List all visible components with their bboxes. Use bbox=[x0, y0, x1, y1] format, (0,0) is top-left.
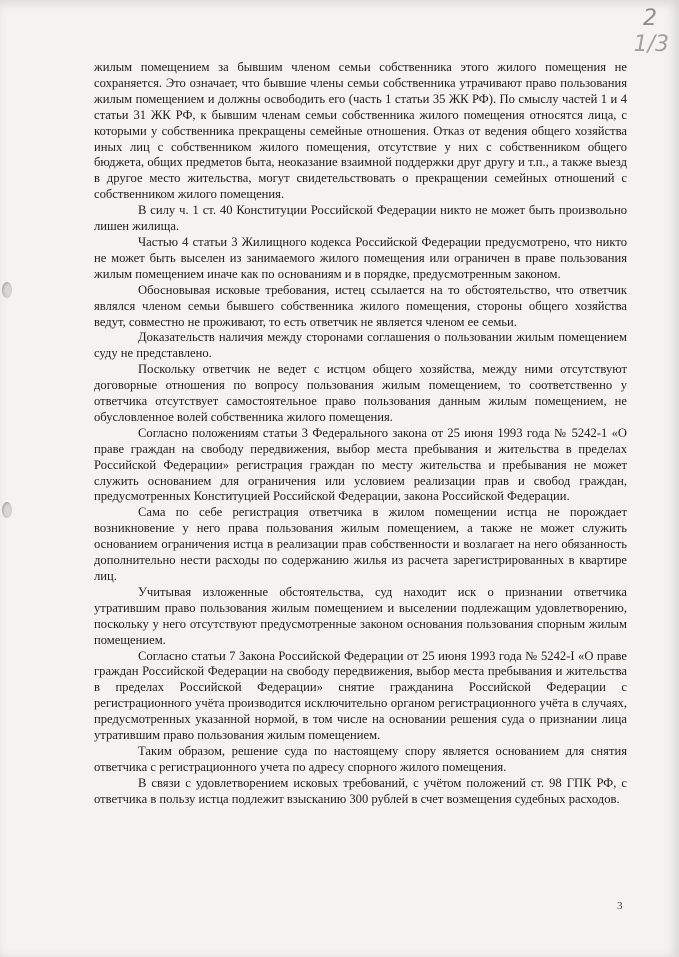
page-number: 3 bbox=[617, 900, 623, 912]
paragraph: Учитывая изложенные обстоятельства, суд находит иск о признании ответчика утратившим право пользования жилым помещением и выселении подлежащим удовлетворению, поскольку у него отсутствуют предусмотренные законом основания пользования спорным жилым помещением. bbox=[94, 584, 627, 647]
paragraph: Сама по себе регистрация ответчика в жилом помещении истца не порождает возникновение у него права пользования жилым помещением, а также не может служить основанием ограничения истца в реализации прав собственности и возлагает на него обязанность дополнительно нести расходы по содержанию жилья из расчета зарегистрированных в квартире лиц. bbox=[94, 505, 627, 583]
paragraph: Доказательств наличия между сторонами соглашения о пользовании жилым помещением суду не представлено. bbox=[94, 330, 627, 361]
paragraph: В силу ч. 1 ст. 40 Конституции Российской Федерации никто не может быть произвольно лишен жилища. bbox=[94, 203, 627, 234]
paragraph: жилым помещением за бывшим членом семьи собственника этого жилого помещения не сохраняется. Это означает, что бывшие члены семьи собственника утрачивают право пользования жилым помещением и должны освободить его (часть 1 статьи 35 ЖК РФ). По смыслу частей 1 и 4 статьи 31 ЖК РФ, к бывшим членам семьи собственника жилого помещения относятся лица, с которыми у собственника прекращены семейные отношения. Отказ от ведения общего хозяйства иных лиц с собственником жилого помещения, отсутствие у них с собственником общего бюджета, общих предметов быта, неоказание взаимной поддержки друг другу и т.п., а также выезд в другое место жительства, могут свидетельствовать о прекращении семейных отношений с собственником жилого помещения. bbox=[94, 60, 627, 202]
paragraph: Поскольку ответчик не ведет с истцом общего хозяйства, между ними отсутствуют договорные отношения по вопросу пользования жилым помещением, то соответственно у ответчика отсутствует самостоятельное право пользования данным жилым помещением, не обусловленное волей собственника жилого помещения. bbox=[94, 362, 627, 424]
paragraph: Частью 4 статьи 3 Жилищного кодекса Российской Федерации предусмотрено, что никто не может быть выселен из занимаемого жилого помещения или ограничен в праве пользования жилым помещением иначе как по основаниям и в порядке, предусмотренным законом. bbox=[94, 234, 627, 281]
paragraph: Таким образом, решение суда по настоящему спору является основанием для снятия ответчика с регистрационного учета по адресу спорного жилого помещения. bbox=[94, 743, 627, 774]
document-body bbox=[94, 60, 627, 808]
handwritten-fraction: 1/3 bbox=[633, 32, 669, 57]
paragraph: В связи с удовлетворением исковых требований, с учётом положений ст. 98 ГПК РФ, с ответчика в пользу истца подлежит взысканию 300 рублей в счет возмещения судебных расходов. bbox=[94, 775, 627, 806]
paragraph: Обосновывая исковые требования, истец ссылается на то обстоятельство, что ответчик являлся членом семьи бывшего собственника жилого помещения, стороны общего хозяйства ведут, совместно не проживают, то есть ответчик не является членом ее семьи. bbox=[94, 282, 627, 329]
handwritten-page-number: 2 bbox=[643, 6, 657, 31]
paragraph: Согласно положениям статьи 3 Федерального закона от 25 июня 1993 года № 5242-1 «О праве граждан на свободу передвижения, выбор места пребывания и жительства в пределах Российской Федерации» регистрация граждан по месту жительства и пребывания не может служить основанием для ограничения или условием реализации прав и свобод граждан, предусмотренных Конституцией Российской Федерации, закона Российской Федерации. bbox=[94, 425, 627, 504]
paragraph: Согласно статьи 7 Закона Российской Федерации от 25 июня 1993 года № 5242-I «О праве граждан Российской Федерации на свободу передвижения, выбор места пребывания и жительства в пределах Российской Федерации» снятие гражданина Российской Федерации с регистрационного учёта производится исключительно органом регистрационного учёта в случаях, предусмотренных указанной нормой, в том числе на основании решения суда о признании лица утратившим право пользования жилым помещением. bbox=[94, 648, 627, 743]
binder-hole bbox=[2, 282, 12, 298]
binder-hole bbox=[2, 502, 12, 518]
